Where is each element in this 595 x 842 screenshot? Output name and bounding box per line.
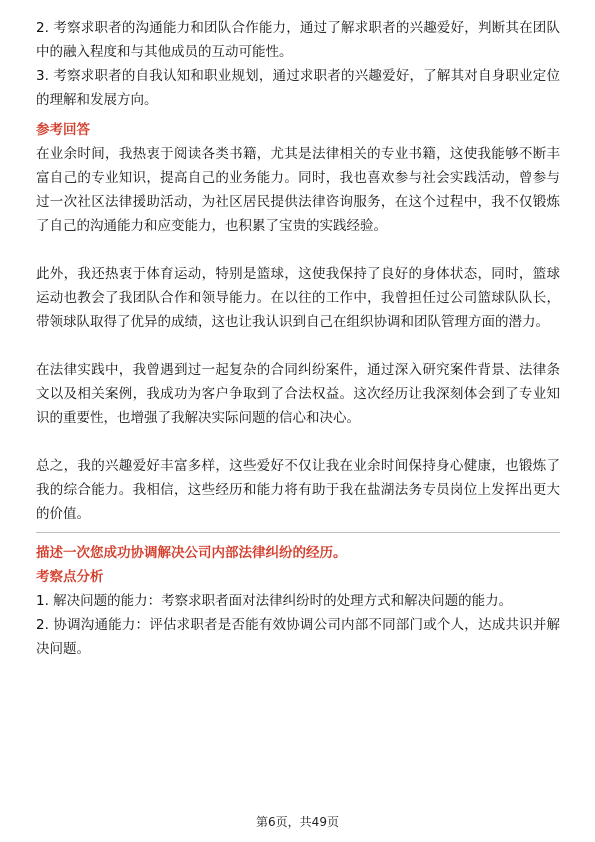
reference-answer-heading: 参考回答 (36, 122, 90, 138)
question-heading: 描述一次您成功协调解决公司内部法律纠纷的经历。 (36, 545, 347, 561)
document-page (36, 16, 560, 661)
section-divider (36, 532, 560, 533)
page-number: 第6页，共49页 (256, 815, 339, 829)
assessment-point-3: 3. 考察求职者的自我认知和职业规划，通过求职者的兴趣爱好，了解其对自身职业定位的理解和发展方向。 (36, 68, 560, 108)
answer-paragraph-3: 在法律实践中，我曾遇到过一起复杂的合同纠纷案件，通过深入研究案件背景、法律条文以及相关案例，我成功为客户争取到了合法权益。这次经历让我深刻体会到了专业知识的重要性，也增强了我解决实际问题的信心和决心。 (36, 362, 560, 426)
analysis-heading: 考察点分析 (36, 569, 104, 585)
assessment-point-2: 2. 考察求职者的沟通能力和团队合作能力，通过了解求职者的兴趣爱好，判断其在团队中的融入程度和与其他成员的互动可能性。 (36, 20, 560, 60)
answer-paragraph-4: 总之，我的兴趣爱好丰富多样，这些爱好不仅让我在业余时间保持身心健康，也锻炼了我的综合能力。我相信，这些经历和能力将有助于我在盐湖法务专员岗位上发挥出更大的价值。 (36, 458, 560, 522)
answer-paragraph-1: 在业余时间，我热衷于阅读各类书籍，尤其是法律相关的专业书籍，这使我能够不断丰富自己的专业知识，提高自己的业务能力。同时，我也喜欢参与社会实践活动，曾参与过一次社区法律援助活动，为社区居民提供法律咨询服务，在这个过程中，我不仅锻炼了自己的沟通能力和应变能力，也积累了宝贵的实践经验。 (36, 146, 560, 234)
answer-paragraph-2: 此外，我还热衷于体育运动，特别是篮球，这使我保持了良好的身体状态，同时，篮球运动也教会了我团队合作和领导能力。在以往的工作中，我曾担任过公司篮球队队长，带领球队取得了优异的成绩，这也让我认识到自己在组织协调和团队管理方面的潜力。 (36, 266, 560, 330)
analysis-point-2: 2. 协调沟通能力：评估求职者是否能有效协调公司内部不同部门或个人，达成共识并解决问题。 (36, 617, 560, 657)
analysis-point-1: 1. 解决问题的能力：考察求职者面对法律纠纷时的处理方式和解决问题的能力。 (36, 593, 513, 609)
